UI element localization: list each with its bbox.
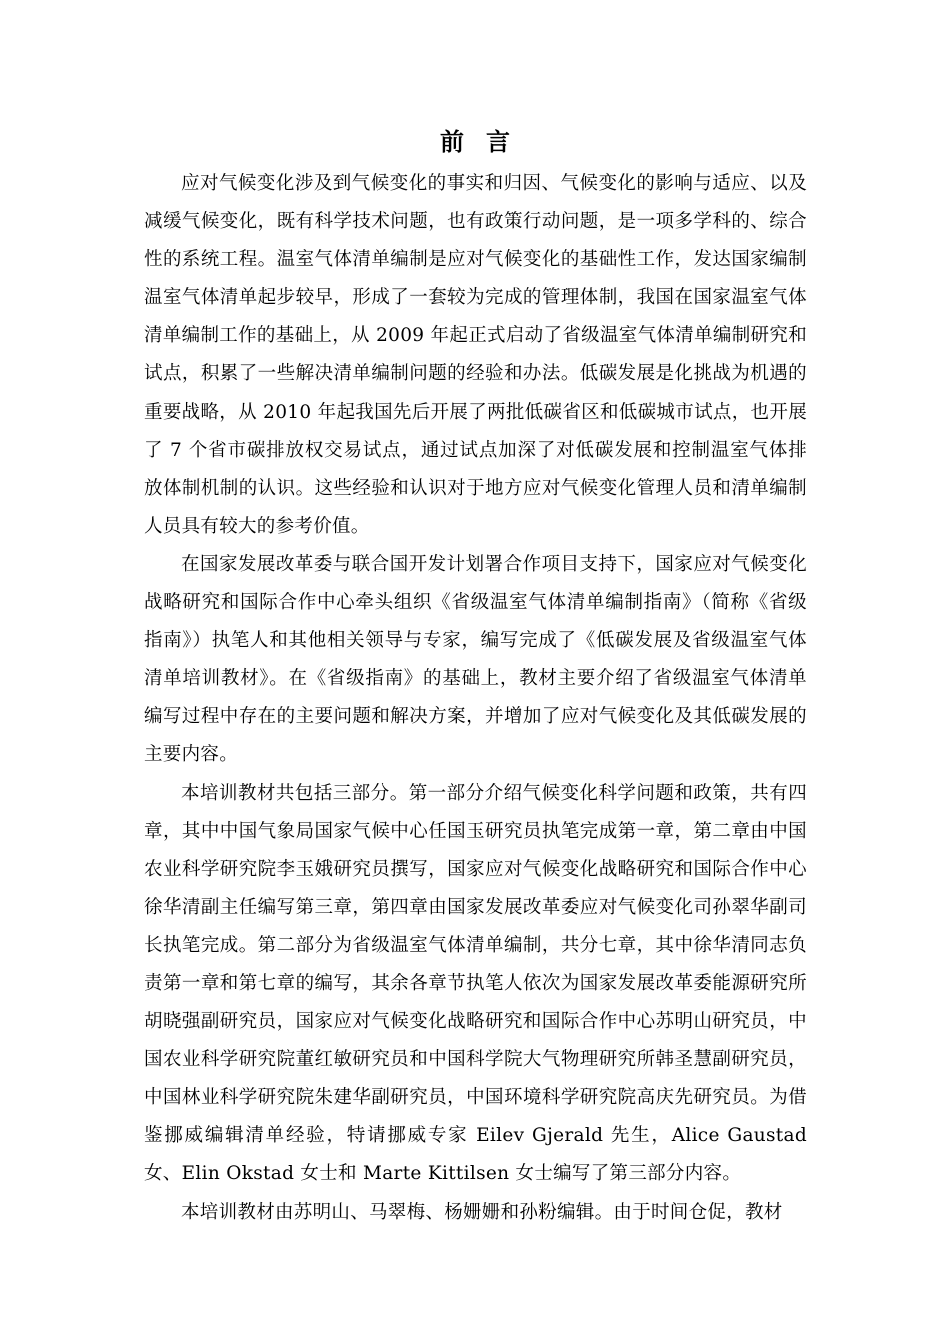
page-title: 前言 — [440, 127, 532, 156]
paragraph-2: 在国家发展改革委与联合国开发计划署合作项目支持下，国家应对气候变化战略研究和国际合作中心牵头组织《省级温室气体清单编制指南》（简称《省级指南》）执笔人和其他相关领导与专家，编写完成了《低碳发展及省级温室气体清单培训教材》。在《省级指南》的基础上，教材主要介绍了省级温室气体清单编写过程中存在的主要问题和解决方案，并增加了应对气候变化及其低碳发展的主要内容。 — [144, 553, 807, 766]
body-text — [144, 165, 807, 1232]
paragraph-1: 应对气候变化涉及到气候变化的事实和归因、气候变化的影响与适应、以及减缓气候变化，既有科学技术问题，也有政策行动问题，是一项多学科的、综合性的系统工程。温室气体清单编制是应对气候变化的基础性工作，发达国家编制温室气体清单起步较早，形成了一套较为完成的管理体制，我国在国家温室气体清单编制工作的基础上，从 2009 年起正式启动了省级温室气体清单编制研究和试点，积累了一些解决清单编制问题的经验和办法。低碳发展是化挑战为机遇的重要战略，从 2010 年起我国先后开展了两批低碳省区和低碳城市试点，也开展了 7 个省市碳排放权交易试点，通过试点加深了对低碳发展和控制温室气体排放体制机制的认识。这些经验和认识对于地方应对气候变化管理人员和清单编制人员具有较大的参考价值。 — [144, 173, 807, 537]
paragraph-4: 本培训教材由苏明山、马翠梅、杨姗姗和孙粉编辑。由于时间仓促，教材 — [181, 1201, 783, 1223]
paragraph-3: 本培训教材共包括三部分。第一部分介绍气候变化科学问题和政策，共有四章，其中中国气象局国家气候中心任国玉研究员执笔完成第一章，第二章由中国农业科学研究院李玉娥研究员撰写，国家应对气候变化战略研究和国际合作中心徐华清副主任编写第三章，第四章由国家发展改革委应对气候变化司孙翠华副司长执笔完成。第二部分为省级温室气体清单编制，共分七章，其中徐华清同志负责第一章和第七章的编写，其余各章节执笔人依次为国家发展改革委能源研究所胡晓强副研究员，国家应对气候变化战略研究和国际合作中心苏明山研究员，中国农业科学研究院董红敏研究员和中国科学院大气物理研究所韩圣慧副研究员，中国林业科学研究院朱建华副研究员，中国环境科学研究院高庆先研究员。为借鉴挪威编辑清单经验，特请挪威专家 Eilev Gjerald 先生，Alice Gaustad 女、Elin Okstad 女士和 Marte Kittilsen 女士编写了第三部分内容。 — [144, 782, 807, 1185]
